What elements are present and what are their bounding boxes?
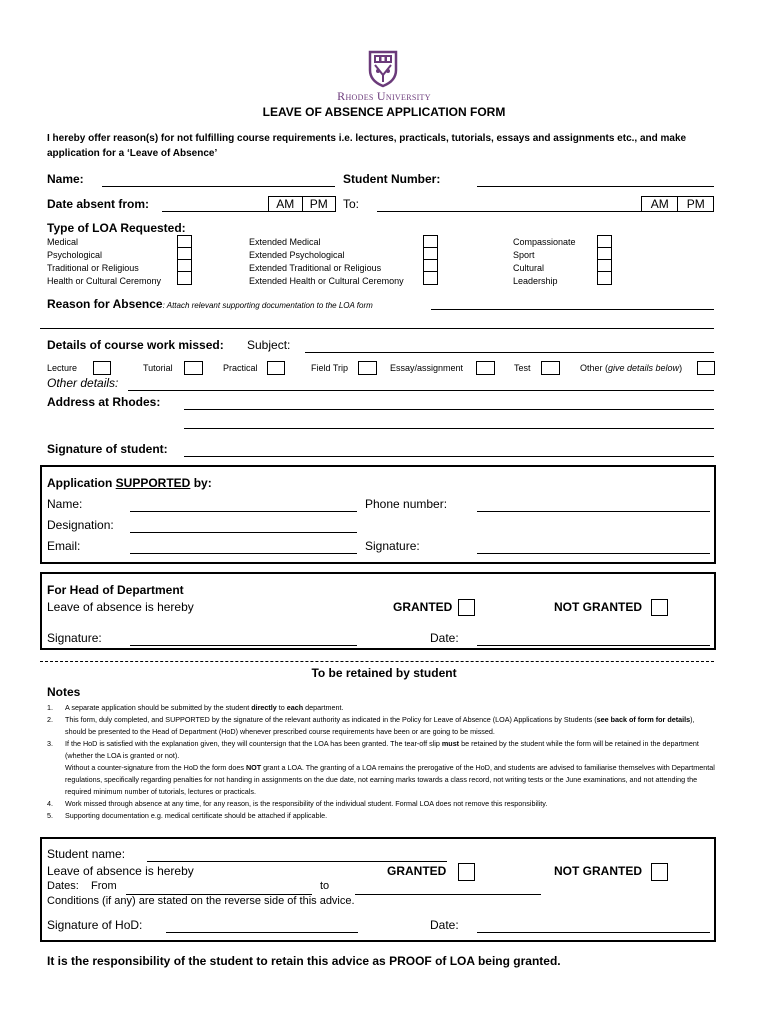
loa-option-ext-traditional: Extended Traditional or Religious [249, 263, 382, 273]
to-pm-option[interactable]: PM [677, 197, 713, 211]
supporter-name-label: Name: [47, 497, 83, 511]
note-1: 1. A separate application should be submitted by the student directly to each department. [47, 703, 344, 712]
reason-note: : Attach relevant supporting documentation to the LOA form [162, 301, 373, 310]
hod-leave-text: Leave of absence is hereby [47, 600, 194, 614]
loa-type-heading: Type of LOA Requested: [47, 221, 186, 235]
student-signature-label: Signature of student: [47, 442, 168, 456]
supporter-signature-field[interactable] [477, 553, 710, 554]
hod-signature-field[interactable] [130, 645, 357, 646]
other-prefix: Other ( [580, 363, 609, 373]
student-number-label: Student Number: [343, 172, 441, 186]
name-field[interactable] [102, 186, 335, 187]
loa-checkbox-ceremony[interactable] [177, 271, 192, 285]
loa-option-ceremony: Health or Cultural Ceremony [47, 276, 162, 286]
coursework-checkbox-lecture[interactable] [93, 361, 111, 375]
coursework-heading: Details of course work missed: [47, 338, 224, 352]
coursework-checkbox-other[interactable] [697, 361, 715, 375]
footer-notice: It is the responsibility of the student to retain this advice as PROOF of LOA being granted. [47, 954, 561, 968]
date-to-field[interactable] [377, 211, 641, 212]
intro-text: I hereby offer reason(s) for not fulfilling course requirements i.e. lectures, practicals, tutorials, essays and assignments etc., and make application for a ‘Leave of Absence’ [47, 133, 687, 159]
other-italic: give details below [608, 363, 680, 373]
slip-from-label: From [91, 880, 117, 892]
date-absent-label: Date absent from: [47, 197, 150, 211]
slip-hod-signature-label: Signature of HoD: [47, 918, 143, 932]
other-details-field[interactable] [128, 390, 714, 391]
slip-to-label: to [320, 880, 330, 892]
loa-option-ext-medical: Extended Medical [249, 237, 321, 247]
from-pm-option[interactable]: PM [302, 197, 336, 211]
slip-student-name-field[interactable] [147, 861, 447, 862]
coursework-checkbox-tutorial[interactable] [184, 361, 203, 375]
note-3: 3. If the HoD is satisfied with the explanation given, they will countersign that the LOA has been granted. The tear-off slip must be retained by the student while the form will be retained in the department (whether the LOA is granted or not). Without a counter-signature from the HoD the form does NOT grant a LOA. The granting of a LOA remains the prerogative of the HoD, and students are advised to familiarise themselves with Departmental regulations, specifically regarding penalties for not handing in assignments on the due date, not earning marks towards a class record, not writing tests or the June examinations, and not attending the required minimum number of tutorials, lectures or practicals. [47, 739, 715, 796]
reason-field-1[interactable] [431, 309, 714, 310]
slip-granted-label: GRANTED [387, 864, 447, 878]
supported-heading-prefix: Application [47, 476, 116, 490]
supporter-email-field[interactable] [130, 553, 357, 554]
hod-date-label: Date: [430, 631, 459, 645]
supporter-phone-field[interactable] [477, 511, 710, 512]
from-am-option[interactable]: AM [276, 197, 295, 211]
supporter-signature-label: Signature: [365, 539, 420, 553]
student-signature-field[interactable] [184, 456, 714, 457]
loa-option-medical: Medical [47, 237, 79, 247]
to-ampm-selector[interactable] [641, 196, 714, 212]
slip-dates-row [47, 880, 117, 892]
loa-option-psychological: Psychological [47, 250, 103, 260]
slip-hod-signature-field[interactable] [166, 932, 358, 933]
loa-checkbox-leadership[interactable] [597, 271, 612, 285]
coursework-lecture-label: Lecture [47, 363, 78, 373]
supported-heading-underlined: SUPPORTED [115, 476, 191, 490]
supported-heading-suffix: by: [190, 476, 212, 490]
notes-list [47, 702, 717, 822]
slip-to-field[interactable] [355, 894, 541, 895]
coursework-other-label [580, 363, 682, 373]
university-crest [368, 50, 398, 88]
other-suffix: ) [679, 363, 683, 373]
hod-not-granted-label: NOT GRANTED [554, 600, 642, 614]
university-name: Rhodes University [337, 89, 431, 103]
coursework-tutorial-label: Tutorial [143, 363, 173, 373]
coursework-essay-label: Essay/assignment [390, 363, 464, 373]
loa-checkbox-ext-ceremony[interactable] [423, 271, 438, 285]
loa-option-traditional: Traditional or Religious [47, 263, 139, 273]
hod-not-granted-checkbox[interactable] [651, 599, 668, 616]
note-4: 4. Work missed through absence at any time, for any reason, is the responsibility of the individual student. Formal LOA does not remove this responsibility. [47, 799, 548, 808]
slip-student-name-label: Student name: [47, 847, 126, 861]
hod-heading: For Head of Department [47, 583, 184, 597]
tear-off-line [40, 661, 714, 662]
note-2: 2. This form, duly completed, and SUPPORTED by the signature of the relevant authority as indicated in the Policy for Leave of Absence (LOA) Applications by Students (see back of form for details), should be presented to the Head of Department (HoD) whenever prescribed course requirements have been or are going to be missed. [47, 715, 695, 736]
coursework-fieldtrip-label: Field Trip [311, 363, 349, 373]
date-from-field[interactable] [162, 211, 268, 212]
loa-option-leadership: Leadership [513, 276, 558, 286]
notes-heading: Notes [47, 685, 81, 699]
coursework-checkbox-test[interactable] [541, 361, 560, 375]
coursework-checkbox-practical[interactable] [267, 361, 285, 375]
slip-granted-checkbox[interactable] [458, 863, 475, 881]
slip-date-field[interactable] [477, 932, 710, 933]
slip-leave-text: Leave of absence is hereby [47, 864, 194, 878]
loa-option-compassionate: Compassionate [513, 237, 576, 247]
address-field-1[interactable] [184, 409, 714, 410]
hod-date-field[interactable] [477, 645, 710, 646]
note-5: 5. Supporting documentation e.g. medical certificate should be attached if applicable. [47, 811, 328, 820]
loa-option-ext-psychological: Extended Psychological [249, 250, 345, 260]
slip-not-granted-label: NOT GRANTED [554, 864, 642, 878]
supporter-designation-field[interactable] [130, 532, 357, 533]
to-label: To: [343, 197, 360, 211]
reason-label-text: Reason for Absence [47, 297, 163, 311]
supporter-designation-label: Designation: [47, 518, 114, 532]
coursework-checkbox-essay[interactable] [476, 361, 495, 375]
supporter-phone-label: Phone number: [365, 497, 448, 511]
supported-heading [47, 476, 212, 490]
reason-field-2[interactable] [40, 328, 714, 329]
supporter-name-field[interactable] [130, 511, 357, 512]
coursework-practical-label: Practical [223, 363, 258, 373]
slip-conditions-text: Conditions (if any) are stated on the reverse side of this advice. [47, 895, 355, 907]
subject-field[interactable] [305, 352, 714, 353]
supporter-email-label: Email: [47, 539, 81, 553]
hod-signature-label: Signature: [47, 631, 102, 645]
reason-label [47, 295, 373, 313]
hod-granted-checkbox[interactable] [458, 599, 475, 616]
other-details-label: Other details: [47, 376, 119, 390]
student-number-field[interactable] [477, 186, 714, 187]
loa-option-ext-ceremony: Extended Health or Cultural Ceremony [249, 276, 404, 286]
address-field-2[interactable] [184, 428, 714, 429]
loa-option-sport: Sport [513, 250, 535, 260]
coursework-test-label: Test [514, 363, 531, 373]
slip-dates-label: Dates: [47, 880, 79, 892]
retained-heading: To be retained by student [311, 666, 457, 680]
crest-icon [368, 50, 398, 88]
slip-not-granted-checkbox[interactable] [651, 863, 668, 881]
slip-date-label: Date: [430, 918, 459, 932]
from-ampm-selector[interactable] [268, 196, 336, 212]
hod-granted-label: GRANTED [393, 600, 453, 614]
loa-option-cultural: Cultural [513, 263, 545, 273]
name-label: Name: [47, 172, 84, 186]
to-am-option[interactable]: AM [650, 197, 669, 211]
address-label: Address at Rhodes: [47, 395, 161, 409]
coursework-checkbox-fieldtrip[interactable] [358, 361, 377, 375]
form-title: LEAVE OF ABSENCE APPLICATION FORM [262, 105, 506, 119]
subject-label: Subject: [247, 338, 291, 352]
